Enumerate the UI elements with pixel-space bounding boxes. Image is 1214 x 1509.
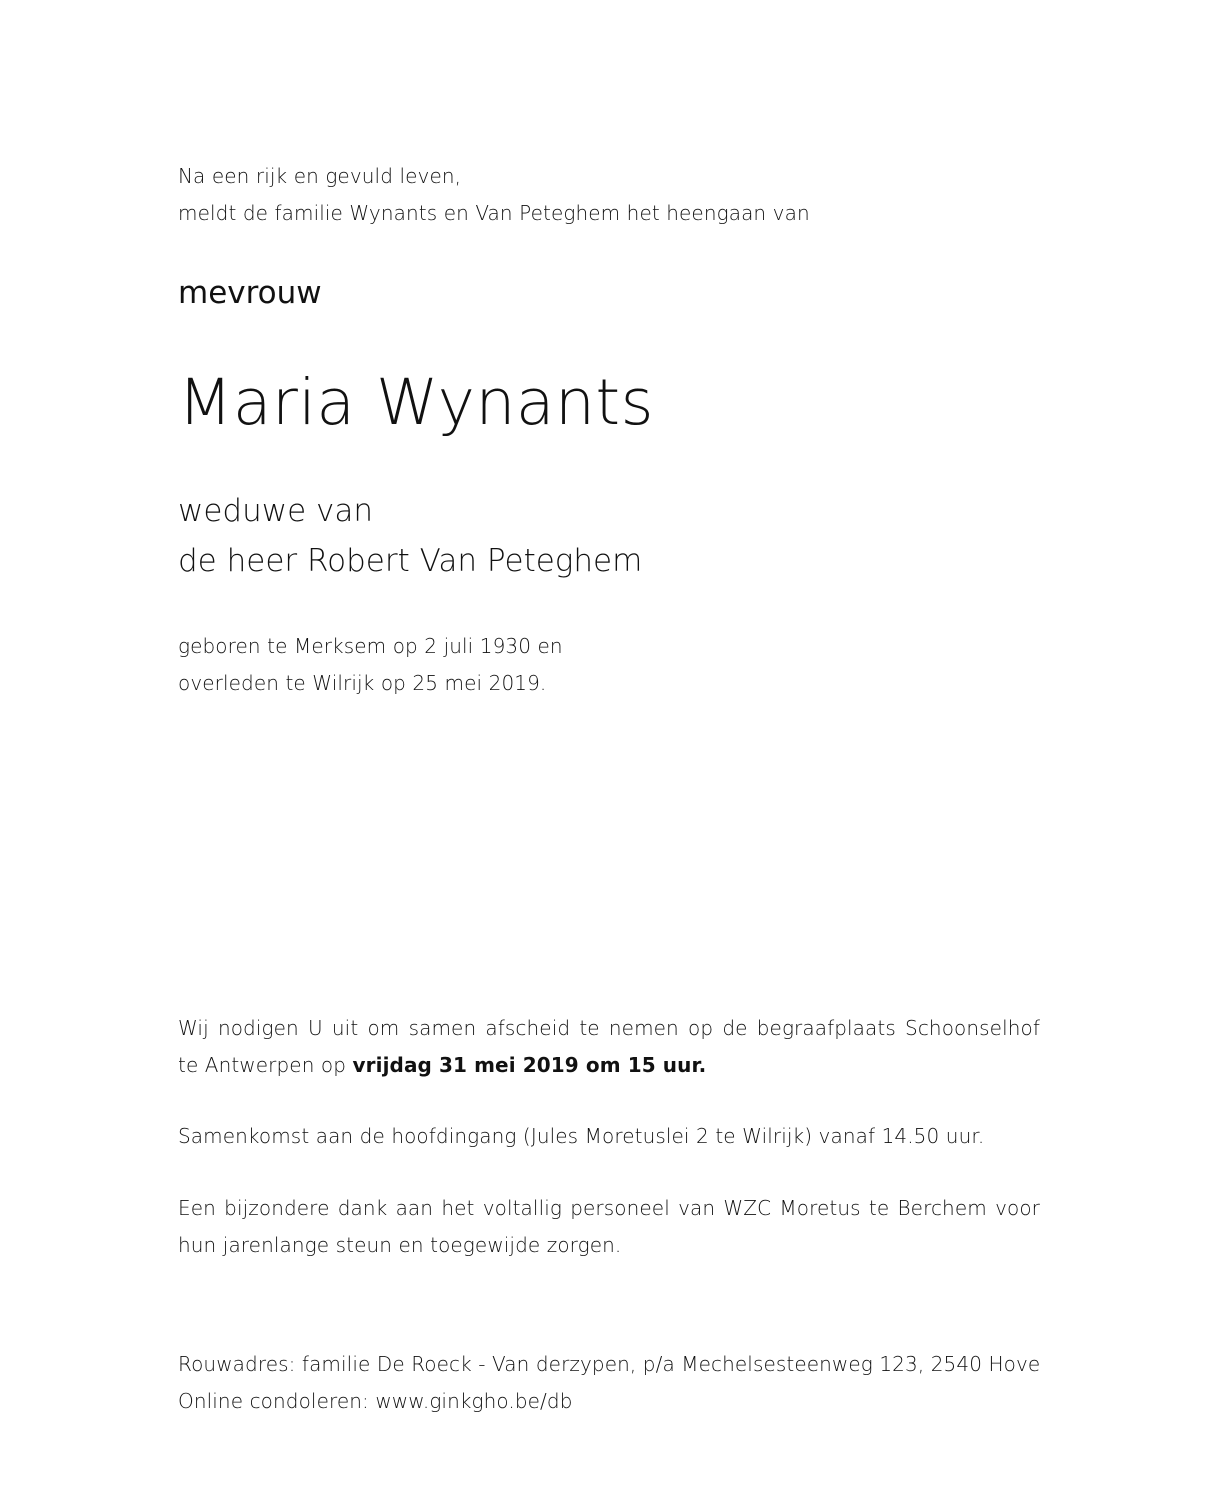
intro-text — [178, 158, 1078, 232]
invitation-line-1: Wij nodigen U uit om samen afscheid te nemen op de begraafplaats Schoonselhof — [178, 1016, 1040, 1040]
spouse-name: de heer Robert Van Peteghem — [178, 543, 643, 579]
online-condolence: Online condoleren: www.ginkgho.be/db — [178, 1389, 573, 1413]
contact-information — [178, 1346, 1078, 1420]
meeting-information: Samenkomst aan de hoofdingang (Jules Moretuslei 2 te Wilrijk) vanaf 14.50 uur. — [178, 1124, 985, 1148]
intro-line-2: meldt de familie Wynants en Van Peteghem het heengaan van — [178, 201, 810, 225]
birth-details: geboren te Merksem op 2 juli 1930 en — [178, 634, 563, 658]
funeral-date-time: vrijdag 31 mei 2019 om 15 uur. — [352, 1053, 707, 1077]
invitation-line-2 — [178, 1047, 1040, 1084]
thanks-line-2: hun jarenlange steun en toegewijde zorgen. — [178, 1233, 622, 1257]
invitation-location-date-prefix: te Antwerpen op — [178, 1053, 353, 1077]
salutation: mevrouw — [178, 275, 322, 311]
spouse-relation: weduwe van — [178, 493, 374, 529]
death-details: overleden te Wilrijk op 25 mei 2019. — [178, 671, 547, 695]
spouse-information — [178, 486, 642, 586]
life-dates — [178, 628, 1078, 702]
thanks-line-1: Een bijzondere dank aan het voltallig personeel van WZC Moretus te Berchem voor — [178, 1196, 1040, 1220]
deceased-name: Maria Wynants — [178, 366, 654, 439]
thank-you-message — [178, 1190, 1040, 1264]
intro-line-1: Na een rijk en gevuld leven, — [178, 164, 462, 188]
funeral-invitation — [178, 1010, 1040, 1084]
mourning-address: Rouwadres: familie De Roeck - Van derzypen, p/a Mechelsesteenweg 123, 2540 Hove — [178, 1352, 1041, 1376]
